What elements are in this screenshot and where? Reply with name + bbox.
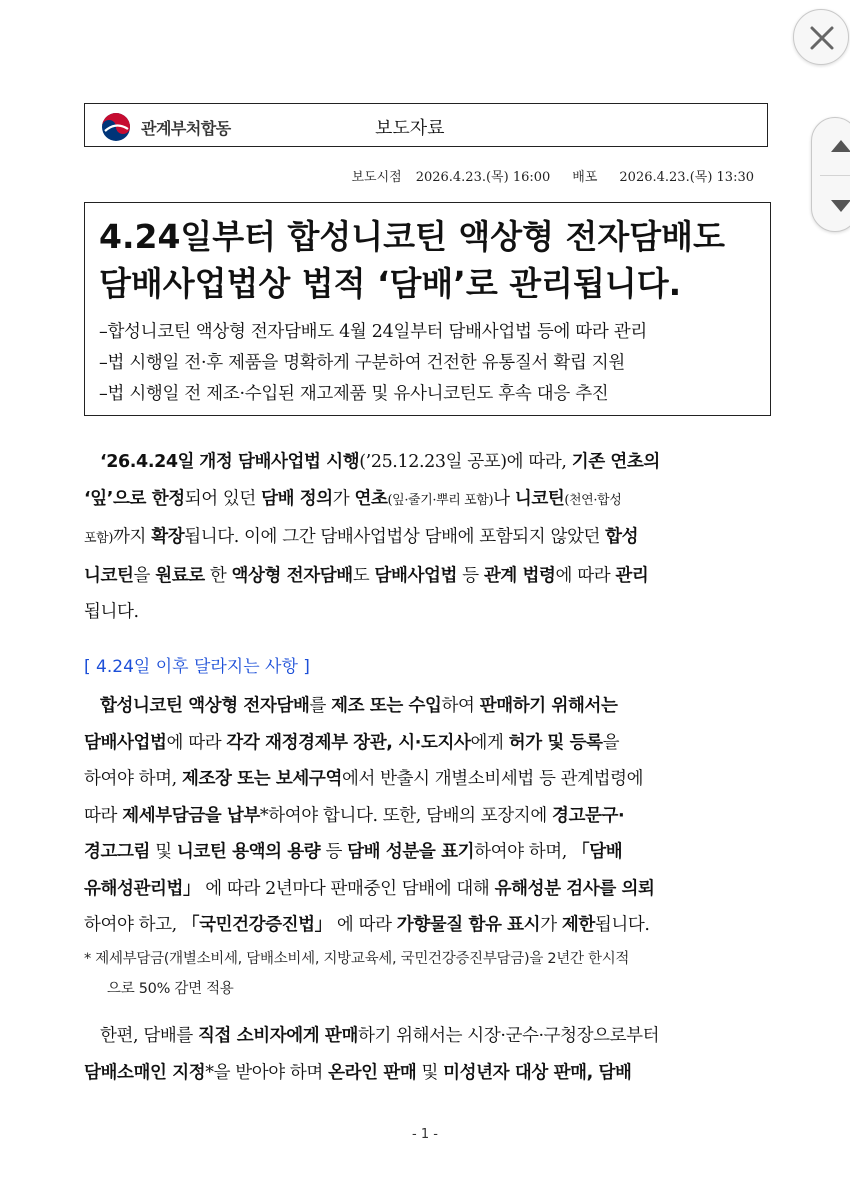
text-bold: 제한 [561, 915, 595, 935]
text-bold: 담배사업법 [374, 565, 457, 586]
release-time: 2026.4.23.(목) 16:00 [415, 170, 551, 185]
text: 도 [352, 565, 375, 586]
release-label: 보도시점 [351, 170, 402, 185]
title-line-2: 담배사업법상 법적 ‘담배’로 관리됩니다. [99, 264, 682, 303]
page-number: - 1 - [412, 1127, 438, 1142]
text: 하여야 하며, [84, 769, 183, 789]
retail-paragraph [84, 1018, 774, 1091]
text: 됩니다. [594, 915, 650, 935]
text-bold: 담배사업법 [84, 732, 167, 753]
text: 을 [133, 565, 156, 586]
text-bold: 확장 [151, 527, 185, 547]
text: 을 [602, 732, 620, 753]
text-bold: 제세부담금을 납부 [122, 805, 260, 826]
page-navigator [811, 117, 850, 232]
text-bold: 연초 [354, 488, 388, 509]
organization-name: 관계부처합동 [141, 119, 231, 138]
text: 에 따라 [331, 915, 397, 935]
text: 에 따라 [555, 565, 616, 586]
text-bold: 미성년자 대상 판매, 담배 [443, 1062, 632, 1083]
text-bold: 허가 및 등록 [508, 732, 603, 753]
summary-point-3: –법 시행일 전 제조·수입된 재고제품 및 유사니코틴도 후속 대응 추진 [99, 384, 609, 404]
text-small: 포함) [84, 531, 113, 546]
text-bold: 직접 소비자에게 판매 [198, 1026, 358, 1046]
text-bold: 담배 정의 [261, 488, 333, 509]
text-bold: 니코틴 용액의 용량 [176, 842, 321, 862]
text-bold: 합성 [605, 527, 639, 547]
document-type: 보도자료 [375, 118, 445, 139]
text-bold: ‘26.4.24일 [100, 452, 195, 472]
intro-line-3 [84, 519, 774, 558]
text: *하여야 합니다. 또한, 담배의 포장지에 [259, 805, 552, 826]
text-bold: 원료로 [155, 565, 205, 586]
footnote-line-1: * 제세부담금(개별소비세, 담배소비세, 지방교육세, 국민건강증진부담금)을 2년간 한시적 [84, 951, 630, 967]
footnote-line-2: 으로 50% 감면 적용 [107, 981, 234, 997]
text: 가 [540, 915, 562, 935]
distribution-time: 2026.4.23.(목) 13:30 [619, 170, 754, 185]
text: 등 [456, 565, 484, 586]
text: 하여야 하고, [84, 915, 183, 935]
text: 가 [332, 488, 355, 509]
text-bold: 각각 재정경제부 장관, 시·도지사 [226, 732, 471, 753]
release-info [351, 166, 754, 185]
section-heading: [ 4.24일 이후 달라지는 사항 ] [84, 657, 310, 677]
text-bold: 기존 연초의 [571, 452, 660, 472]
previous-page-button[interactable] [812, 118, 850, 175]
retail-line-1 [84, 1018, 774, 1055]
text: 한편, 담배를 [100, 1026, 199, 1046]
document-header [84, 103, 768, 147]
footnote [84, 944, 774, 1004]
text-bold: 「담배 [572, 842, 623, 862]
changes-paragraph [84, 688, 774, 944]
next-page-button[interactable] [812, 176, 850, 233]
intro-line-2 [84, 481, 774, 520]
text-bold: 「국민건강증진법」 [182, 915, 332, 935]
triangle-up-icon [829, 138, 850, 154]
intro-line-5: 됩니다. [84, 602, 139, 622]
text: 되어 있던 [184, 488, 262, 509]
text-bold: ‘잎’으로 한정 [84, 488, 185, 509]
text: 에 따라 [166, 732, 227, 753]
summary-point-2: –법 시행일 전·후 제품을 명확하게 구분하여 건전한 유통질서 확립 지원 [99, 353, 626, 373]
text-bold: 경고그림 [84, 842, 151, 862]
intro-line-4 [84, 558, 774, 595]
changes-line-4 [84, 798, 774, 835]
text-small: (천연·합성 [564, 492, 622, 508]
text-bold: 니코틴 [84, 565, 134, 586]
retail-line-2 [84, 1055, 774, 1092]
text: 및 [416, 1062, 444, 1083]
text-bold: 온라인 판매 [328, 1062, 417, 1083]
changes-line-7 [84, 907, 774, 944]
title-box [84, 202, 771, 416]
text: 까지 [113, 527, 152, 547]
text: 에 따라 2년마다 판매중인 담배에 대해 [200, 878, 495, 899]
page-title [99, 213, 764, 307]
changes-line-2 [84, 725, 774, 762]
text: 나 [493, 488, 515, 509]
text: 에게 [470, 732, 509, 753]
text-bold: 경고문구· [552, 805, 625, 826]
text: (’25.12.23일 공포)에 따라, [359, 452, 572, 472]
changes-line-6 [84, 871, 774, 908]
distribution-label: 배포 [572, 170, 598, 185]
text-small: (잎·줄기·뿌리 포함) [387, 492, 494, 508]
close-icon [809, 25, 835, 51]
text-bold: 니코틴 [514, 488, 565, 509]
text: 를 [309, 696, 332, 716]
text: 따라 [84, 805, 123, 826]
text: 됩니다. 이에 그간 담배사업법상 담배에 포함되지 않았던 [184, 527, 606, 547]
intro-line-1 [84, 444, 774, 481]
summary-point-1: –합성니코틴 액상형 전자담배도 4월 24일부터 담배사업법 등에 따라 관리 [99, 322, 647, 342]
title-line-1: 4.24일부터 합성니코틴 액상형 전자담배도 [99, 217, 725, 256]
text-bold: 판매하기 위해서는 [479, 696, 618, 716]
text: 에서 반출시 개별소비세법 등 관계법령에 [341, 769, 644, 789]
triangle-down-icon [829, 198, 850, 214]
text-bold: 합성니코틴 액상형 전자담배 [100, 696, 310, 716]
text-bold: 관계 법령 [483, 565, 556, 586]
text-bold: 유해성관리법」 [84, 878, 201, 899]
text-bold: 가향물질 함유 표시 [396, 915, 541, 935]
text: 한 [204, 565, 232, 586]
close-button[interactable] [793, 9, 849, 65]
text: 등 [320, 842, 348, 862]
text: *을 받아야 하며 [205, 1062, 329, 1083]
text: 하여야 하며, [474, 842, 573, 862]
text-bold: 관리 [615, 565, 649, 586]
changes-line-3 [84, 761, 774, 798]
text-bold: 개정 담배사업법 시행 [199, 452, 360, 472]
text: 하기 위해서는 시장·군수·구청장으로부터 [357, 1026, 660, 1046]
changes-line-5 [84, 834, 774, 871]
text-bold: 제조 또는 수입 [331, 696, 442, 716]
text-bold: 담배 성분을 표기 [347, 842, 475, 862]
intro-paragraph [84, 444, 774, 631]
text: 하여 [441, 696, 480, 716]
text-bold: 액상형 전자담배 [231, 565, 353, 586]
text-bold: 담배소매인 지정 [84, 1062, 206, 1083]
taegeuk-logo-icon [101, 112, 131, 142]
text: 및 [150, 842, 177, 862]
summary-points [99, 317, 764, 410]
text-bold: 유해성분 검사를 의뢰 [494, 878, 655, 899]
text-bold: 제조장 또는 보세구역 [182, 769, 342, 789]
changes-line-1 [84, 688, 774, 725]
